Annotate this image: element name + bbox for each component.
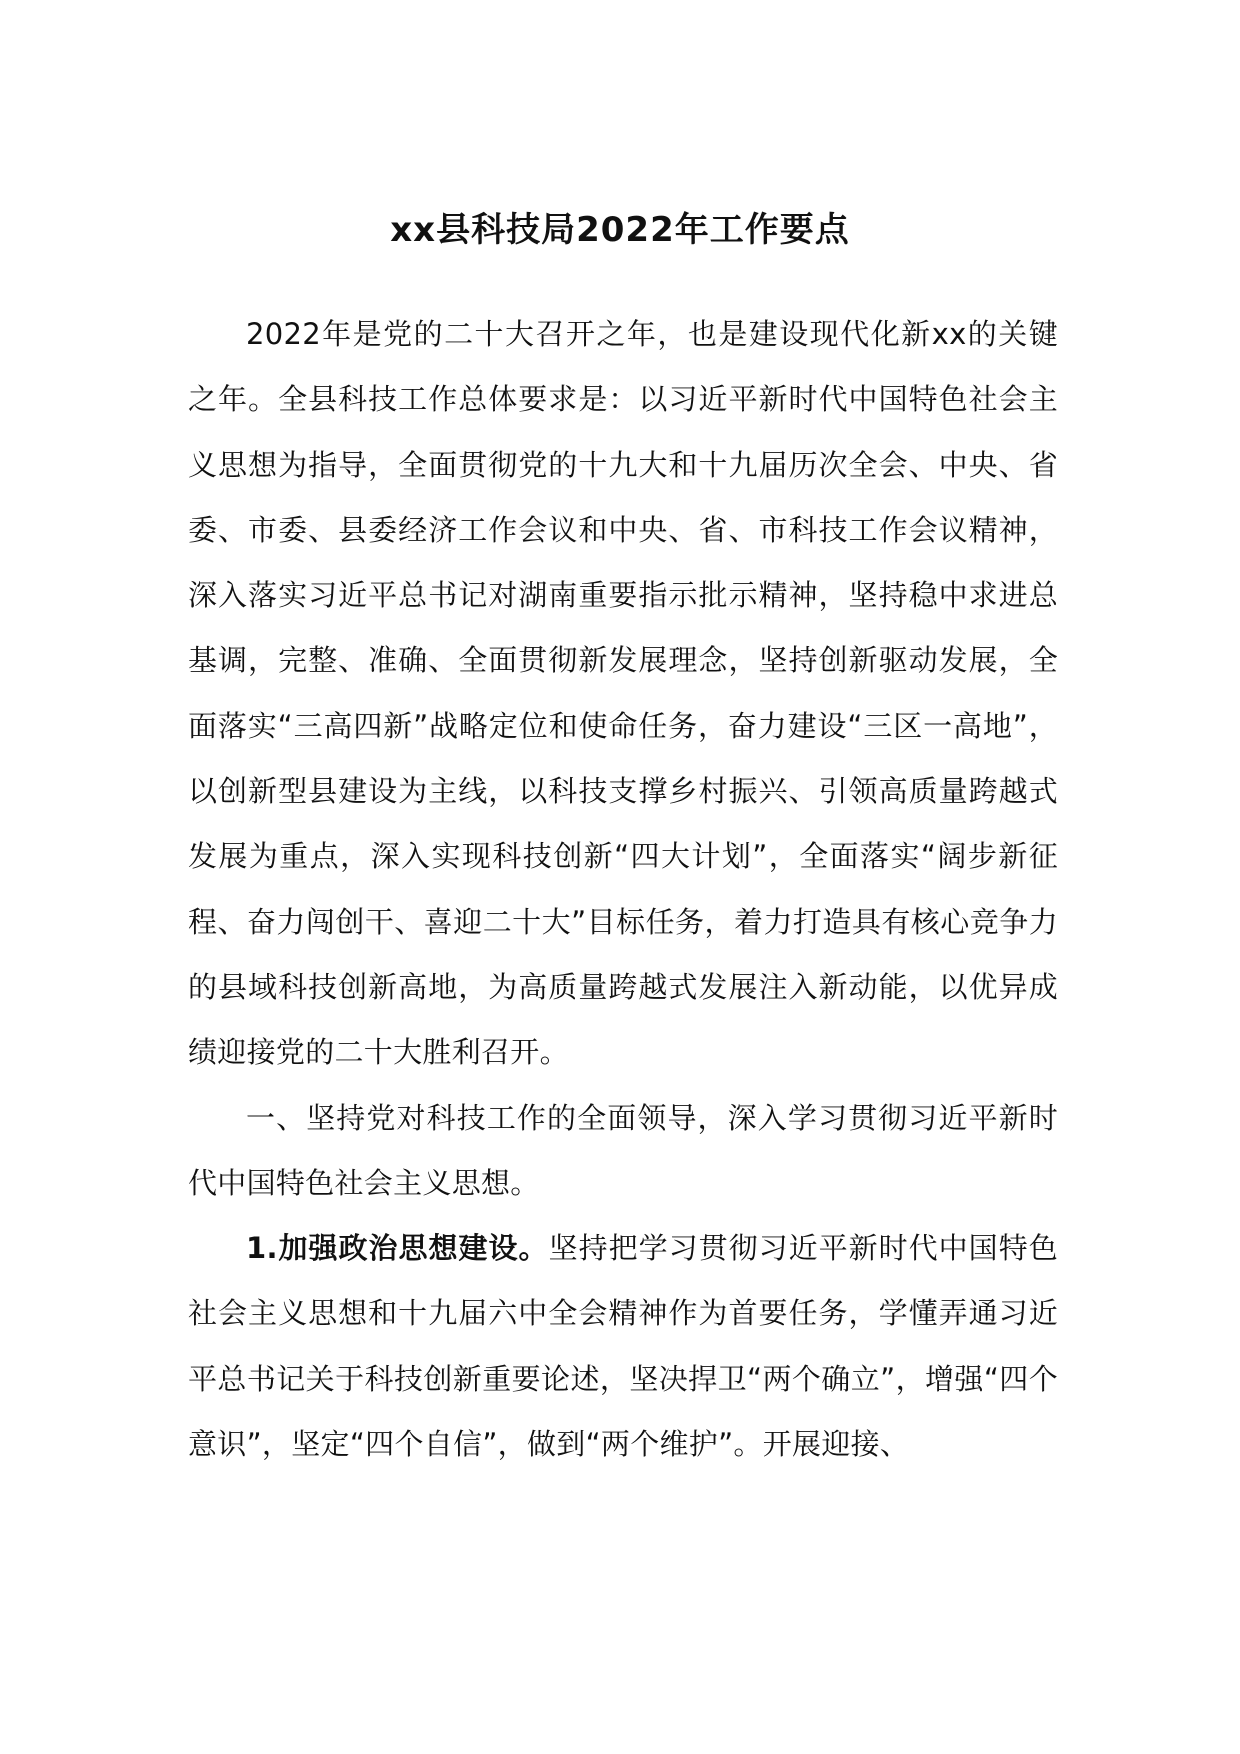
item-paragraph-1 <box>188 1216 1058 1477</box>
item-body-1: 坚持把学习贯彻习近平新时代中国特色社会主义思想和十九届六中全会精神作为首要任务，学懂弄通习近平总书记关于科技创新重要论述，坚决捍卫“两个确立”，增强“四个意识”，坚定“四个自信”，做到“两个维护”。开展迎接、 <box>188 1231 1058 1462</box>
document-title: xx县科技局2022年工作要点 <box>390 210 850 250</box>
section-heading-1: 一、坚持党对科技工作的全面领导，深入学习贯彻习近平新时代中国特色社会主义思想。 <box>188 1100 1058 1200</box>
item-heading-1: 1.加强政治思想建设。 <box>246 1231 549 1266</box>
intro-paragraph: 2022年是党的二十大召开之年，也是建设现代化新xx的关键之年。全县科技工作总体要求是：以习近平新时代中国特色社会主义思想为指导，全面贯彻党的十九大和十九届历次全会、中央、省委、市委、县委经济工作会议和中央、省、市科技工作会议精神，深入落实习近平总书记对湖南重要指示批示精神，坚持稳中求进总基调，完整、准确、全面贯彻新发展理念，坚持创新驱动发展，全面落实“三高四新”战略定位和使命任务，奋力建设“三区一高地”，以创新型县建设为主线，以科技支撑乡村振兴、引领高质量跨越式发展为重点，深入实现科技创新“四大计划”，全面落实“阔步新征程、奋力闯创干、喜迎二十大”目标任务，着力打造具有核心竞争力的县域科技创新高地，为高质量跨越式发展注入新动能，以优异成绩迎接党的二十大胜利召开。 <box>188 317 1058 1070</box>
document-body <box>188 302 1058 1477</box>
